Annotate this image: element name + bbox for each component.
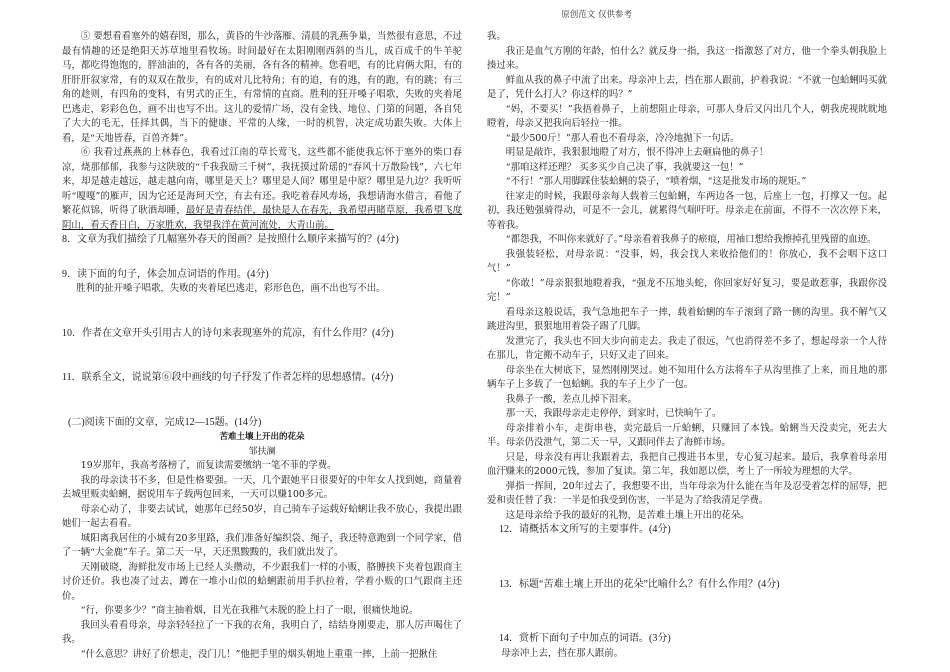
article-paragraph: “你敢！”母亲狠狠地瞪着我，“强龙不压地头蛇，你回家好好复习，要是敢惹事，我跟你没完！”	[487, 277, 887, 303]
left-column	[62, 30, 462, 662]
question-14: 14．赏析下面句子中加点的词语。(3分)	[499, 633, 671, 644]
article-paragraph: 我正是血气方刚的年龄，怕什么？就反身一指，我这一指激怒了对方，他一个拳头朝我脸上揍过来。	[487, 45, 887, 71]
article-paragraph: “不行！”那人用脚踩住装蛤蜊的袋子，“喷着烟，“这是批发市场的规矩。”	[505, 176, 807, 187]
article-paragraph: “最少500斤！”那人看也不看母亲，冷冷地抛下一句话。	[505, 132, 740, 144]
article-paragraph: 往家走的时候，我跟母亲每人载着三包蛤蜊，车两边各一包，后座上一包，打撑又一包。起初，我还勉强骑得动，可是不一会儿，就累得气喘吁吁。母亲走在前面，不得不一次次停下来，等着我。	[487, 190, 887, 231]
paragraph-5: ⑤ 要想看看塞外的嬉春图，那么，黄昏的牛沙落雁、清晨的乳燕争巢，当然很有意思，不过最有情趣的还是绝阳天苏草地里看牧场。时间最好在太阳刚刚西斜的当儿，成百成千的牛羊驼马，都吃得饱饱的，胖油油的，各有各的美丽，各有各的精神。您看吧，有的比肩俩大阳，有的肝肝肝叙家常，有的双双在散步，有的成对儿比特角；有的追，有的逃，有的跑，有的跳；有三角的趁则，有四角的变料，有男式的正生，有常情的直商。胜利的狂开嗓子唱歌，失败的夹着尾巴逃走，彩彩色色，画不出也写不出。这儿的爱情广场，没有金钱、地位、门第的问题，各自凭了大大的毛无，任择其偶，当下的健康、平常的人缘，一时的机智，决定成功跟失败。大体上看，是“天地皆春，百兽齐舞”。	[62, 31, 462, 144]
article-paragraph: 弹指一挥间，20年过去了，我想要不出，当年母亲为什么能在当年及忍受着怎样的屈辱，把爱和责任替了我：一半是怕我受到伤害，一半是为了给我清足学费。	[487, 480, 887, 506]
article-title: 苦难土壤上开出的花朵	[219, 432, 305, 442]
question-13: 13．标题“苦难土壤上开出的花朵”比喻什么？有什么作用？(4分)	[499, 578, 780, 590]
right-column	[487, 30, 887, 661]
article-paragraph: 我回头看看母亲，母亲轻轻拉了一下我的衣角，我明白了，结结身刚要走，那人厉声喝住了我。	[62, 619, 462, 645]
article-paragraph: 19岁那年，我高考落榜了，而复读需要缴纳一笔不菲的学费。	[80, 460, 337, 471]
article-paragraph: 那一天，我跟母亲走走停停，到家时，已快晌午了。	[505, 408, 722, 419]
question-10: 10．作者在文章开头引用古人的诗句来表现塞外的荒凉，有什么作用？(4分)	[62, 327, 394, 339]
page-header-note: 原创范文 仅供参考	[561, 10, 632, 20]
article-paragraph: 这是母亲给予我的最好的礼物，是苦难土壤上开出的花朵。	[505, 509, 750, 521]
article-paragraph: “什么意思？讲好了价想走，没门儿！”他把手里的烟头朝地上重重一摔，上前一把揪住	[80, 648, 438, 660]
article-paragraph: “那咱这样还理？ 买多买少自己决了事，我就要这一包！”	[505, 161, 744, 173]
section-2-heading: (二)阅读下面的文章，完成12—15题。(14分)	[68, 416, 262, 428]
article-paragraph: 我鼻子一酸，差点儿掉下泪来。	[505, 393, 638, 405]
article-paragraph: “都怨我，不叫你来就好了。”母亲看着我鼻子的瘀痕，用袖口想给我擦掉孔里残留的血迹。	[505, 234, 877, 245]
article-paragraph: “妈，不要买！”我捂着鼻子，上前想阻止母亲，可那人身后又闪出几个人，朝我虎视眈眈地瞪着，母亲又把我向后轻拉一推。	[487, 103, 887, 129]
paragraph-6-underlined: 最好是青春结伴，最快是人在春先，我希望再睹草原，我希望飞度阴山，看天香日白，万家胜欢，我望我洋在黄河流处，大青山前。	[62, 205, 462, 231]
question-9-sentence: 胜利的扯开嗓子唱歌，失败的夹着尾巴逃走，彩形色色，画不出也写不出。	[76, 283, 386, 294]
article-paragraph: 母亲坐在大树底下，显然刚刚哭过。她不知用什么方法将车子从沟里推了上来，而且地的那辆车子上多载了一包蛤蜊。我的车子上少了一包。	[487, 364, 887, 390]
article-paragraph: 母亲心动了，非要去试试，她那年已经50岁，自己骑车子运载好蛤蜊让我不放心，我提出跟她们一起去看看。	[62, 503, 462, 529]
article-paragraph: 只是，母亲没有再让我跟着去，我把自己搜进书本里，专心复习起来。最后，我拿着母亲用血汗赚来的2000元钱，参加了复读。第二年，我如愿以偿，考上了一所较为理想的大学。	[487, 451, 887, 477]
article-paragraph: 母亲排着小车，走街串巷，卖完最后一斤蛤蜊，只赚回了本钱。蛤蜊当天没卖完，死去大半。母亲仍没泄气，第二天一早，又跟同伴去了海鲜市场。	[487, 422, 887, 448]
article-paragraph: 发泄完了，我头也不回大步向前走去。我走了很远，气也消得差不多了，想起母亲一个人待在那儿，肯定搬不动车子，只好又走了回来。	[487, 335, 887, 361]
article-paragraph: 我。	[487, 31, 506, 42]
article-paragraph: 我强装轻松，对母亲说：“没事，妈，我会找人来收拾他们的！你放心，我不会咽下这口气！”	[487, 248, 887, 274]
article-paragraph: 我的母亲读书不多，但是性格要强。一天，几个跟她平日很要好的中年女人找到她，商量着去城里贩卖蛤蜊，据说用车子载两包回来，一天可以赚100多元。	[62, 474, 462, 500]
question-11: 11．联系全文，说说第⑥段中画线的句子抒发了作者怎样的思想感情。(4分)	[62, 372, 394, 383]
question-8: 8．文章为我们描绘了几幅塞外春天的图画？是按照什么顺序来描写的？(4分)	[62, 234, 399, 245]
paragraph-6	[62, 146, 462, 233]
article-paragraph: 鲜血从我的鼻子中流了出来。母亲冲上去，挡在那人跟前，护着我说：“不就一包蛤蜊吗买就是了，凭什么打人？你这样的吗？”	[487, 74, 887, 100]
question-14-sentence: 母亲冲上去，挡在那人跟前。	[501, 647, 623, 659]
article-paragraph: 看母亲这般说话，我气急地把车子一摔，载着蛤蜊的车子滚到了路一侧的沟里。我不解气又跳进沟里，狠狠地用着袋子踢了几脚。	[487, 306, 887, 332]
article-paragraph: 天刚破晓，海鲜批发市场上已经人头攒动，不少跟我们一样的小贩，胳膊挟下夹着包跟商主讨价还价。我也凑了过去，蹲在一堆小山似的蛤蜊跟前用手扒拉着，学着小贩的口气跟商主还价。	[62, 561, 462, 602]
paragraph-6-text: ⑥ 我看过燕燕的上林春色，我看过江南的草长莺飞，这些都不能使我忘怀于塞外的柴口春凉，烧那郁郁，我参与这陕玻的“千我我励三千树”，我抚摸过阶瑶的“春风十万散险钱”，六七年来，却是越走越远，越走越向南，哪里是天上？哪里是人间？哪里是中原？哪里是九边？我听听听“嘎嘎”的雁声，因为它还是海珂天空，有去有还。我吃着春风寿场，我想请海水借言，看他了繁花似锦，听得了耿酒却睡，	[62, 147, 462, 216]
article-paragraph: “行，你要多少？”商主抽着烟，目光在我稚气未脱的脸上扫了一眼，很痛快地说。	[80, 605, 419, 616]
question-9: 9．读下面的句子，体会加点词语的作用。(4分)	[62, 268, 269, 280]
article-paragraph: 明显是敲诈，我狠狠地瞪了对方，恨不得冲上去砸扁他的鼻子！	[505, 147, 769, 158]
question-12: 12．请概括本文所写的主要事件。(4分)	[499, 524, 671, 535]
article-author: 邹扶澜	[248, 446, 276, 457]
article-paragraph: 城阳离我居住的小城有20多里路，我们准备好编织袋、绳子，我还特意跑到一个同学家，借了一辆“大金鹿”车子。第二天一早，天还黑黢黢的，我们就出发了。	[62, 532, 462, 558]
